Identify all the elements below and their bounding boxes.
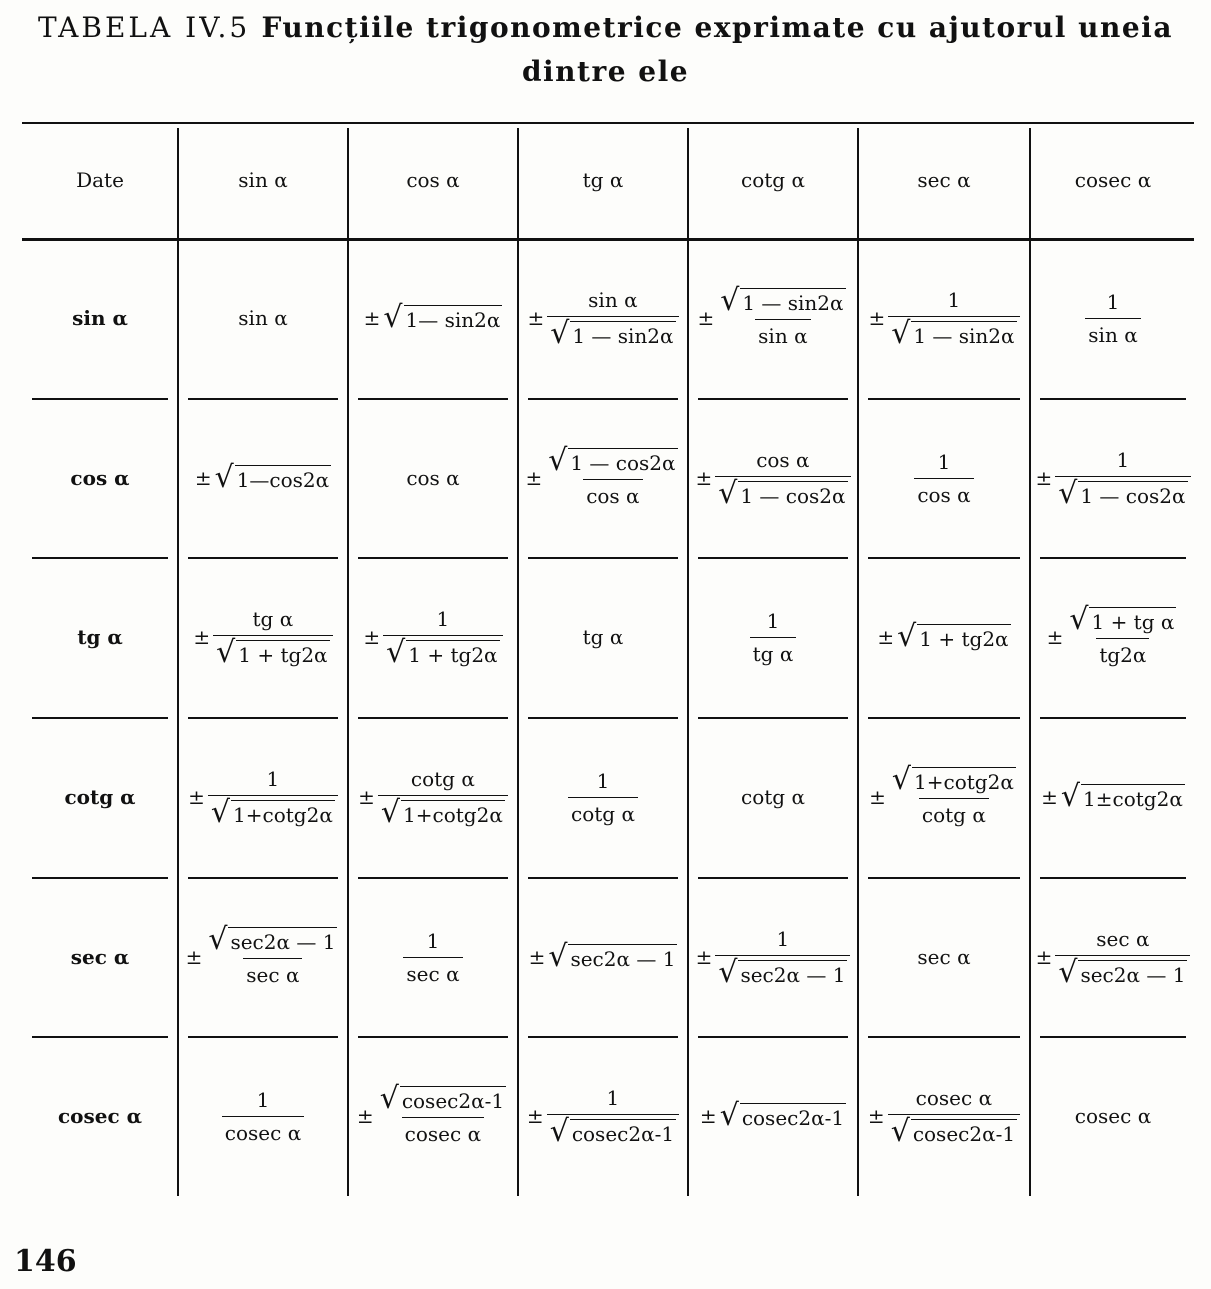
numerator xyxy=(264,767,283,795)
fraction xyxy=(1055,927,1190,990)
table-cell xyxy=(1030,238,1196,398)
plus-minus-sign: ± xyxy=(525,466,543,490)
square-root xyxy=(549,1114,676,1149)
formula xyxy=(238,306,287,330)
numerator-text: 1 xyxy=(1116,448,1130,472)
formula-text: sin α xyxy=(238,306,288,330)
numerator-text: 1 xyxy=(266,767,280,791)
square-root xyxy=(210,795,335,830)
radicand: 1 — sin2α xyxy=(911,321,1016,348)
fraction xyxy=(545,443,680,508)
plus-minus-sign: ± xyxy=(1046,625,1064,649)
radicand: 1±cotg2α xyxy=(1081,784,1185,811)
radical-sign-icon: √ xyxy=(548,443,568,478)
table-cell xyxy=(518,238,688,398)
denominator-text: cosec α xyxy=(224,1120,302,1145)
radical-sign-icon: √ xyxy=(548,938,568,974)
radicand: 1+cotg2α xyxy=(231,800,335,827)
formula xyxy=(1035,927,1191,990)
numerator-text: 1 xyxy=(937,449,951,474)
column-header: tg α xyxy=(582,168,624,192)
fraction xyxy=(1066,602,1179,667)
numerator-text: tg α xyxy=(252,607,294,631)
radical-sign-icon: √ xyxy=(216,635,236,670)
denominator xyxy=(222,1116,304,1145)
radical-sign-icon: √ xyxy=(210,795,231,830)
radicand: 1 — cos2α xyxy=(568,448,677,475)
table-cell xyxy=(518,717,688,877)
fraction xyxy=(715,448,850,511)
formula xyxy=(867,1086,1020,1149)
fraction xyxy=(717,283,848,348)
denominator xyxy=(213,635,332,670)
numerator xyxy=(594,769,613,797)
denominator-text: tg2α xyxy=(1099,643,1147,667)
denominator-text: cos α xyxy=(917,482,971,507)
square-root xyxy=(383,299,502,335)
table-cell xyxy=(178,398,348,558)
table-cell xyxy=(518,877,688,1037)
table-cell xyxy=(518,398,688,558)
square-root xyxy=(718,476,847,511)
plus-minus-sign: ± xyxy=(1035,945,1053,969)
plus-minus-sign: ± xyxy=(194,466,212,490)
radicand: cosec2α-1 xyxy=(740,1103,846,1130)
numerator xyxy=(250,607,297,635)
table-cell xyxy=(1030,1036,1196,1196)
numerator xyxy=(945,288,964,316)
denominator xyxy=(547,1114,679,1149)
numerator xyxy=(1066,602,1179,638)
fraction xyxy=(888,288,1019,351)
radicand: sec2α — 1 xyxy=(1078,960,1187,987)
formula xyxy=(695,927,851,990)
denominator-text: sec α xyxy=(246,963,300,987)
fraction xyxy=(547,288,678,351)
plus-minus-sign: ± xyxy=(363,625,381,649)
fraction xyxy=(1055,448,1190,511)
fraction xyxy=(205,922,340,987)
denominator xyxy=(715,955,850,990)
numerator-text: cotg α xyxy=(410,767,475,791)
radicand: 1+cotg2α xyxy=(401,800,505,827)
radicand: 1—cos2α xyxy=(235,465,331,492)
formula xyxy=(1041,778,1185,814)
formula xyxy=(193,607,332,670)
radical-sign-icon: √ xyxy=(891,316,911,351)
denominator xyxy=(402,1117,484,1146)
formula xyxy=(568,769,638,826)
table-cell xyxy=(1030,398,1196,558)
table-cell xyxy=(858,557,1030,717)
radicand: 1 + tg α xyxy=(1089,607,1176,634)
formula xyxy=(917,945,970,969)
plus-minus-sign: ± xyxy=(356,1104,374,1128)
numerator-text: 1 xyxy=(256,1087,270,1112)
numerator xyxy=(889,762,1019,798)
radicand: 1 — sin2α xyxy=(740,288,845,315)
radical-sign-icon: √ xyxy=(718,955,738,990)
numerator xyxy=(774,927,793,955)
denominator xyxy=(583,479,642,508)
plus-minus-sign: ± xyxy=(1041,785,1058,809)
column-header: cosec α xyxy=(1074,168,1152,192)
numerator-text: 1 xyxy=(436,607,450,631)
numerator-text: 1 xyxy=(1106,289,1120,314)
fraction xyxy=(547,1086,679,1149)
fraction xyxy=(222,1088,304,1145)
fraction xyxy=(888,1086,1020,1149)
formula xyxy=(356,1081,509,1146)
table-cell xyxy=(348,557,518,717)
plus-minus-sign: ± xyxy=(1035,466,1053,490)
table-cell xyxy=(178,557,348,717)
radicand: cosec2α-1 xyxy=(400,1086,506,1113)
formula xyxy=(741,785,805,809)
denominator xyxy=(715,476,850,511)
formula xyxy=(525,443,680,508)
table-cell xyxy=(858,717,1030,877)
denominator xyxy=(208,795,338,830)
formula xyxy=(699,1097,846,1133)
fraction xyxy=(750,609,797,666)
radicand: 1+cotg2α xyxy=(912,767,1016,794)
square-root xyxy=(208,922,337,957)
square-root xyxy=(379,1081,506,1116)
table-cell xyxy=(518,1036,688,1196)
square-root xyxy=(214,459,332,495)
table-cell xyxy=(348,398,518,558)
formula xyxy=(527,288,678,351)
fraction xyxy=(403,929,462,986)
row-header: cos α xyxy=(70,466,130,490)
fraction xyxy=(889,762,1019,827)
denominator xyxy=(403,957,462,986)
formula-text: tg α xyxy=(582,625,624,649)
numerator-text: sin α xyxy=(588,288,638,312)
row-header: sec α xyxy=(70,945,130,969)
plus-minus-sign: ± xyxy=(697,306,715,330)
plus-minus-sign: ± xyxy=(867,1104,885,1128)
formula xyxy=(1046,602,1180,667)
numerator xyxy=(254,1088,273,1116)
plus-minus-sign: ± xyxy=(877,625,895,649)
radical-sign-icon: √ xyxy=(214,459,234,495)
title-line-1 xyxy=(0,6,1211,50)
formula xyxy=(403,929,462,986)
radical-sign-icon: √ xyxy=(549,1114,569,1149)
fraction xyxy=(213,607,332,670)
plus-minus-sign: ± xyxy=(695,945,713,969)
formula xyxy=(406,466,459,490)
plus-minus-sign: ± xyxy=(528,945,546,969)
numerator xyxy=(434,607,453,635)
radicand: 1 + tg2α xyxy=(236,640,329,667)
numerator xyxy=(205,922,340,958)
row-header: sin α xyxy=(72,306,128,330)
radical-sign-icon: √ xyxy=(891,762,912,797)
numerator-text: 1 xyxy=(766,608,780,633)
plus-minus-sign: ± xyxy=(193,625,211,649)
plus-minus-sign: ± xyxy=(363,306,381,330)
radical-sign-icon: √ xyxy=(383,299,403,335)
numerator xyxy=(1104,290,1123,318)
plus-minus-sign: ± xyxy=(527,306,545,330)
numerator xyxy=(424,929,443,957)
radicand: 1 + tg2α xyxy=(917,624,1010,651)
page-number: 146 xyxy=(14,1244,77,1279)
table-cell xyxy=(688,877,858,1037)
table-cell xyxy=(858,877,1030,1037)
table-cell xyxy=(178,1036,348,1196)
denominator xyxy=(750,637,797,666)
square-root xyxy=(548,443,677,478)
radicand: sec2α — 1 xyxy=(738,960,847,987)
radicand: cosec2α-1 xyxy=(570,1119,676,1146)
title-line-2: dintre ele xyxy=(521,55,690,88)
denominator xyxy=(1085,318,1140,347)
denominator xyxy=(1055,476,1190,511)
formula xyxy=(697,283,848,348)
header-date: Date xyxy=(76,168,124,192)
radicand: 1 — sin2α xyxy=(570,321,675,348)
denominator xyxy=(919,798,989,827)
numerator xyxy=(377,1081,509,1117)
numerator-text: 1 xyxy=(776,927,790,951)
table-cell xyxy=(858,398,1030,558)
radical-sign-icon: √ xyxy=(380,795,401,830)
formula xyxy=(914,450,973,507)
formula xyxy=(583,625,624,649)
column-header: cos α xyxy=(406,168,460,192)
formula xyxy=(526,1086,679,1149)
numerator-text: cos α xyxy=(756,448,810,472)
radical-sign-icon: √ xyxy=(897,618,917,654)
formula xyxy=(363,299,503,335)
radical-sign-icon: √ xyxy=(550,316,570,351)
square-root xyxy=(548,938,677,974)
numerator xyxy=(717,283,848,319)
formula-text: cos α xyxy=(406,466,460,490)
numerator-text: 1 xyxy=(596,768,610,793)
radicand: sec2α — 1 xyxy=(568,944,677,971)
plus-minus-sign: ± xyxy=(699,1104,717,1128)
fraction xyxy=(568,769,638,826)
denominator xyxy=(888,316,1019,351)
denominator-text: cosec α xyxy=(404,1122,482,1146)
radical-sign-icon: √ xyxy=(720,283,740,318)
square-root xyxy=(891,762,1016,797)
formula xyxy=(1035,448,1190,511)
square-root xyxy=(897,618,1010,654)
table-cell xyxy=(688,398,858,558)
numerator xyxy=(1114,448,1133,476)
formula xyxy=(750,609,797,666)
formula xyxy=(185,922,341,987)
radical-sign-icon: √ xyxy=(1069,602,1089,637)
square-root xyxy=(890,1114,1017,1149)
plus-minus-sign: ± xyxy=(869,785,886,809)
radical-sign-icon: √ xyxy=(719,1097,739,1133)
formula xyxy=(868,288,1019,351)
radicand: cosec2α-1 xyxy=(911,1119,1017,1146)
radical-sign-icon: √ xyxy=(208,922,228,957)
radical-sign-icon: √ xyxy=(386,635,406,670)
square-root xyxy=(380,795,505,830)
denominator xyxy=(888,1114,1020,1149)
denominator-text: sin α xyxy=(1088,322,1138,347)
formula xyxy=(1085,290,1140,347)
square-root xyxy=(1058,476,1187,511)
title-text: Funcțiile trigonometrice exprimate cu ajutorul uneia xyxy=(261,11,1173,44)
denominator-text: cotg α xyxy=(571,801,635,826)
numerator-text: 1 xyxy=(426,928,440,953)
plus-minus-sign: ± xyxy=(695,466,713,490)
radicand: 1— sin2α xyxy=(404,305,503,332)
square-root xyxy=(216,635,329,670)
radicand: sec2α — 1 xyxy=(228,927,337,954)
square-root xyxy=(718,955,847,990)
table-cell xyxy=(348,1036,518,1196)
fraction xyxy=(914,450,973,507)
numerator xyxy=(753,448,812,476)
plus-minus-sign: ± xyxy=(188,785,205,809)
denominator-text: sec α xyxy=(406,961,460,986)
denominator xyxy=(1096,638,1149,667)
denominator-text: sin α xyxy=(758,324,808,348)
table-cell xyxy=(518,557,688,717)
square-root xyxy=(1058,955,1187,990)
table-cell xyxy=(688,557,858,717)
formula xyxy=(194,459,331,495)
radical-sign-icon: √ xyxy=(1060,778,1081,814)
column-header: sin α xyxy=(238,168,288,192)
row-header: tg α xyxy=(77,625,123,649)
denominator-text: tg α xyxy=(752,641,794,666)
table-cell xyxy=(1030,557,1196,717)
fraction xyxy=(1085,290,1140,347)
denominator xyxy=(383,635,502,670)
denominator xyxy=(1055,955,1190,990)
numerator-text: cosec α xyxy=(915,1086,993,1110)
table-title xyxy=(0,6,1211,94)
table-cell xyxy=(178,238,348,398)
denominator xyxy=(914,478,973,507)
radical-sign-icon: √ xyxy=(1058,955,1078,990)
denominator xyxy=(378,795,508,830)
formula-text: cosec α xyxy=(1074,1104,1152,1128)
formula xyxy=(363,607,502,670)
numerator xyxy=(408,767,478,795)
square-root xyxy=(1069,602,1176,637)
table-cell xyxy=(348,717,518,877)
formula xyxy=(695,448,850,511)
square-root xyxy=(719,1097,846,1133)
radicand: 1 + tg2α xyxy=(406,640,499,667)
table-cell xyxy=(178,877,348,1037)
plus-minus-sign: ± xyxy=(185,945,203,969)
denominator xyxy=(568,797,638,826)
table-label: TABELA IV.5 xyxy=(38,11,251,44)
formula xyxy=(1075,1104,1151,1128)
table-cell xyxy=(688,717,858,877)
fraction xyxy=(383,607,502,670)
formula xyxy=(528,938,678,974)
formula xyxy=(188,767,338,830)
square-root xyxy=(720,283,845,318)
column-header: sec α xyxy=(917,168,971,192)
square-root xyxy=(1060,778,1185,814)
fraction xyxy=(715,927,850,990)
table-cell xyxy=(1030,717,1196,877)
formula xyxy=(869,762,1019,827)
denominator xyxy=(243,958,302,987)
table-cell xyxy=(348,877,518,1037)
radical-sign-icon: √ xyxy=(379,1081,399,1116)
fraction xyxy=(378,767,508,830)
numerator-text: sec α xyxy=(1096,927,1150,951)
table-cell xyxy=(1030,877,1196,1037)
plus-minus-sign: ± xyxy=(358,785,375,809)
plus-minus-sign: ± xyxy=(526,1104,544,1128)
numerator xyxy=(604,1086,623,1114)
denominator-text: cotg α xyxy=(921,803,986,827)
square-root xyxy=(550,316,675,351)
numerator xyxy=(545,443,680,479)
numerator xyxy=(913,1086,995,1114)
numerator-text: 1 xyxy=(606,1086,620,1110)
formula xyxy=(222,1088,304,1145)
numerator xyxy=(1093,927,1152,955)
radical-sign-icon: √ xyxy=(718,476,738,511)
formula-text: sec α xyxy=(917,945,971,969)
fraction xyxy=(208,767,338,830)
denominator-text: cos α xyxy=(586,484,640,508)
numerator-text: 1 xyxy=(947,288,961,312)
radical-sign-icon: √ xyxy=(1058,476,1078,511)
row-header: cosec α xyxy=(57,1104,143,1128)
table-cell xyxy=(858,1036,1030,1196)
square-root xyxy=(891,316,1016,351)
plus-minus-sign: ± xyxy=(868,306,886,330)
fraction xyxy=(377,1081,509,1146)
table-cell xyxy=(178,717,348,877)
table-cell xyxy=(858,238,1030,398)
table-cell xyxy=(688,238,858,398)
formula xyxy=(358,767,508,830)
column-header: cotg α xyxy=(741,168,805,192)
numerator xyxy=(585,288,640,316)
numerator xyxy=(764,609,783,637)
formula xyxy=(877,618,1010,654)
formula-text: cotg α xyxy=(741,785,805,809)
row-header: cotg α xyxy=(64,785,136,809)
denominator xyxy=(547,316,678,351)
table-cell xyxy=(688,1036,858,1196)
denominator xyxy=(755,319,810,348)
square-root xyxy=(386,635,499,670)
numerator xyxy=(935,450,954,478)
table-cell xyxy=(348,238,518,398)
radicand: 1 — cos2α xyxy=(1078,481,1187,508)
radical-sign-icon: √ xyxy=(890,1114,910,1149)
radicand: 1 — cos2α xyxy=(738,481,847,508)
